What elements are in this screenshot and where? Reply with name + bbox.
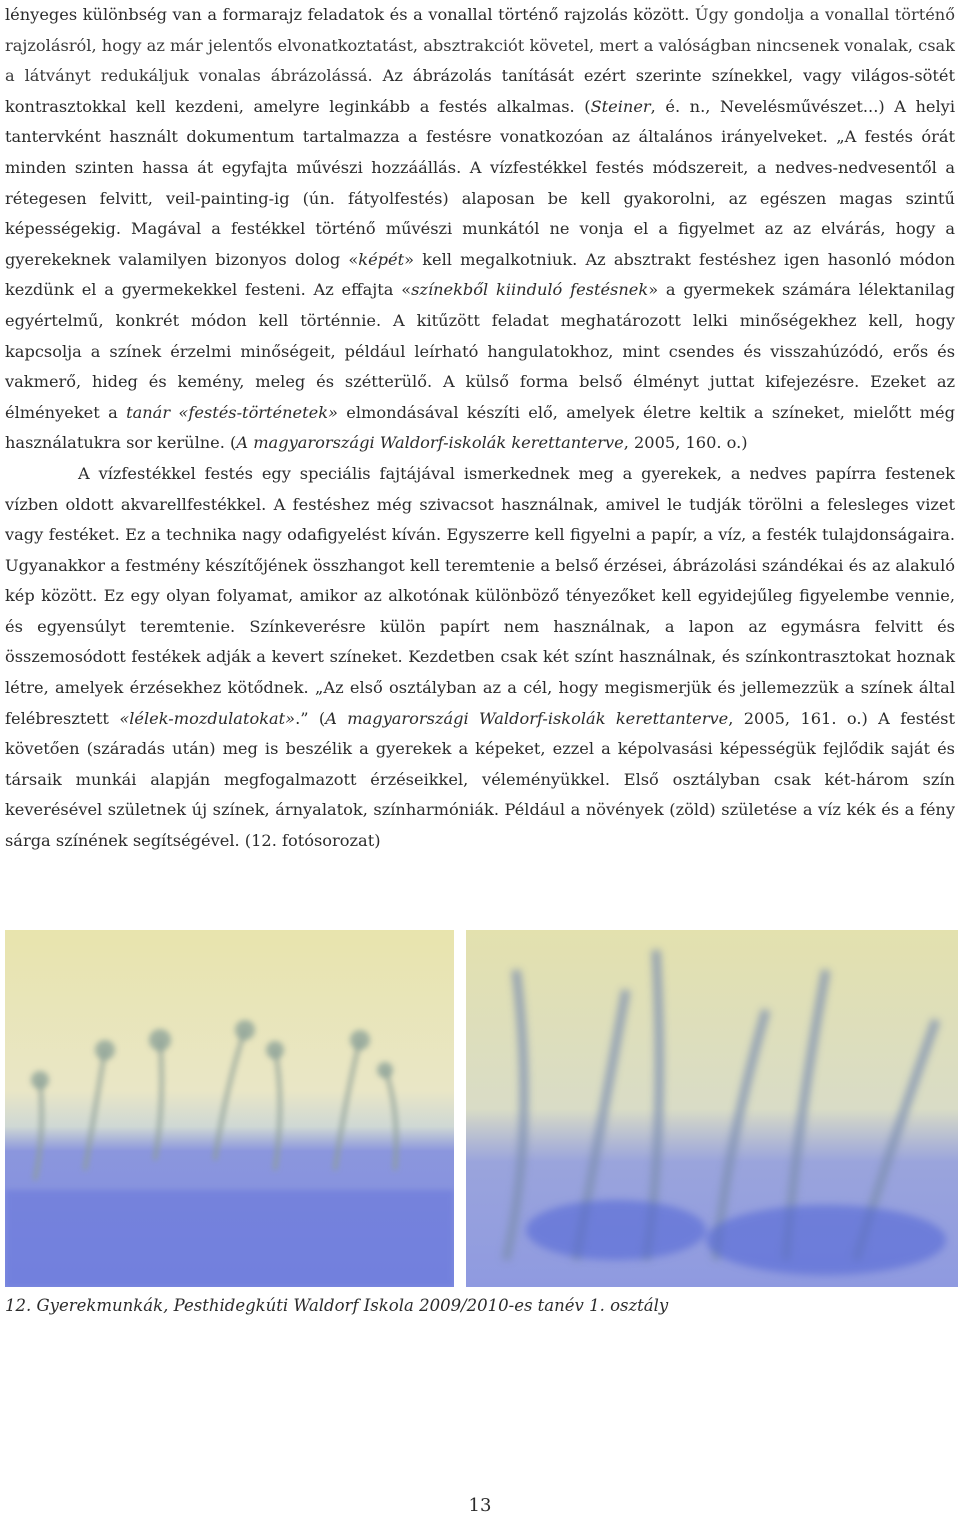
sentence: A vízfestékkel festés egy speciális fajtájával ismerkednek meg a gyerekek, a nedves papírra festenek vízben oldott akvarellfestékkel. A festéshez még szivacsot használnak, amivel le tudják törölni a felesleges vizet vagy festéket. Ez a technika nagy odafigyelést kíván. Egyszerre kell figyelni a papír, a víz, a festék tulajdonságaira. Ugyanakkor a festmény készítőjének összhangot kell teremtenie a belső érzései, ábrázolási szándékai és az alakuló kép között. Ez egy olyan folyamat, amikor az alkotónak különböző tényezőket kell egyidejűleg figyelembe vennie, és egyensúlyt teremtenie. Színkeverésre külön papírt nem használnak, a lapon az egymásra felvitt és összemosódott festékek adják a kevert színeket. Kezdetben csak két színt használnak, és színkontrasztokat hoznak létre, amelyek érzésekhez kötődnek. „Az első osztályban az a cél, hogy megismerjük és jellemezzük a színek által felébresztett [5, 463, 955, 728]
paragraph-1 [5, 0, 955, 459]
body-text [5, 0, 955, 857]
painting-photo-left [5, 930, 454, 1287]
page-number: 13 [468, 1495, 492, 1516]
sentence: Az ábrázolás tanítását ezért szerinte színekkel, vagy világos-sötét kontrasztokkal kell kezdeni, amelyre leginkább a festés alkalmas. ( [5, 66, 955, 116]
sentence: lényeges különbség van a formarajz feladatok és a vonallal történő rajzolás között. [5, 5, 690, 24]
emphasis: színekből kiinduló festésnek [411, 280, 649, 300]
sentence: A helyi tantervként használt dokumentum tartalmazza a festésre vonatkozóan az általános irányelveket. [5, 96, 955, 147]
quote: „A festés órát minden szinten hassa át egyfajta művészi hozzáállás. A vízfestékkel festés módszereit, a nedves-nedvesentől a rétegesen felvitt, veil-painting-ig (ún. fátyolfestés) alaposan be kell gyakorolni, az egészen magas szintű képességekig. Magával a festékkel történő művészi munkától ne vonja el a figyelmet az az elvárás, hogy a gyerekeknek valamilyen bizonyos dolog « [5, 127, 955, 269]
citation-rest: , 2005, 160. o.) [623, 433, 748, 453]
citation-title: A magyarországi Waldorf-iskolák kerettanterve [236, 433, 624, 453]
sentence: , 2005, 161. o.) A festést követően (száradás után) meg is beszélik a gyerekek a képeket, ezzel a képolvasási képességük fejlődik saját és társaik munkái alapján megfogalmazott érzéseikkel, véleményükkel. Első osztályban csak két-három szín keverésével születnek új színek, árnyalatok, színharmóniák. Például a növények (zöld) születése a víz kék és a fény sárga színének segítségével. (12. fotósorozat) [5, 708, 955, 851]
citation-author: Steiner [590, 96, 651, 116]
emphasis: tanár «festés-történetek» [126, 402, 338, 422]
sentence: Úgy gondolja a vonallal történő rajzolásról, hogy az már jelentős elvonatkoztatást, absztrakciót követel, mert a valóságban nincsenek vonalak, csak a látványt redukáljuk vonalas ábrázolássá. [5, 5, 955, 86]
sentence: .” ( [295, 708, 326, 728]
citation-title: A magyarországi Waldorf-iskolák kerettanterve [325, 708, 729, 728]
emphasis: képét [358, 249, 405, 269]
paragraph-2 [5, 459, 955, 857]
citation-rest: , é. n., Nevelésművészet...) [650, 96, 885, 116]
emphasis: «lélek-mozdulatokat» [119, 708, 296, 728]
painting-photo-right [466, 930, 958, 1287]
quote: » a gyermekek számára lélektanilag egyértelmű, konkrét módon kell történnie. A kitűzött feladat meghatározott lelki minőségekhez kell, hogy kapcsolja a színek érzelmi minőségeit, például leírható hangulatokhoz, mint csendes és visszahúzódó, erős és vakmerő, hideg és kemény, meleg és szétterülő. A külső forma belső élményt juttat kifejezésre. Ezeket az élményeket a [5, 280, 955, 422]
quote: elmondásával készíti elő, amelyek életre keltik a színeket, mielőtt még használatukra sor kerülne. ( [5, 402, 955, 453]
figure-caption: 12. Gyerekmunkák, Pesthidegkúti Waldorf Iskola 2009/2010-es tanév 1. osztály [5, 1296, 669, 1315]
quote: » kell megalkotniuk. Az absztrakt festéshez igen hasonló módon kezdünk el a gyermekekkel festeni. Az effajta « [5, 249, 955, 300]
